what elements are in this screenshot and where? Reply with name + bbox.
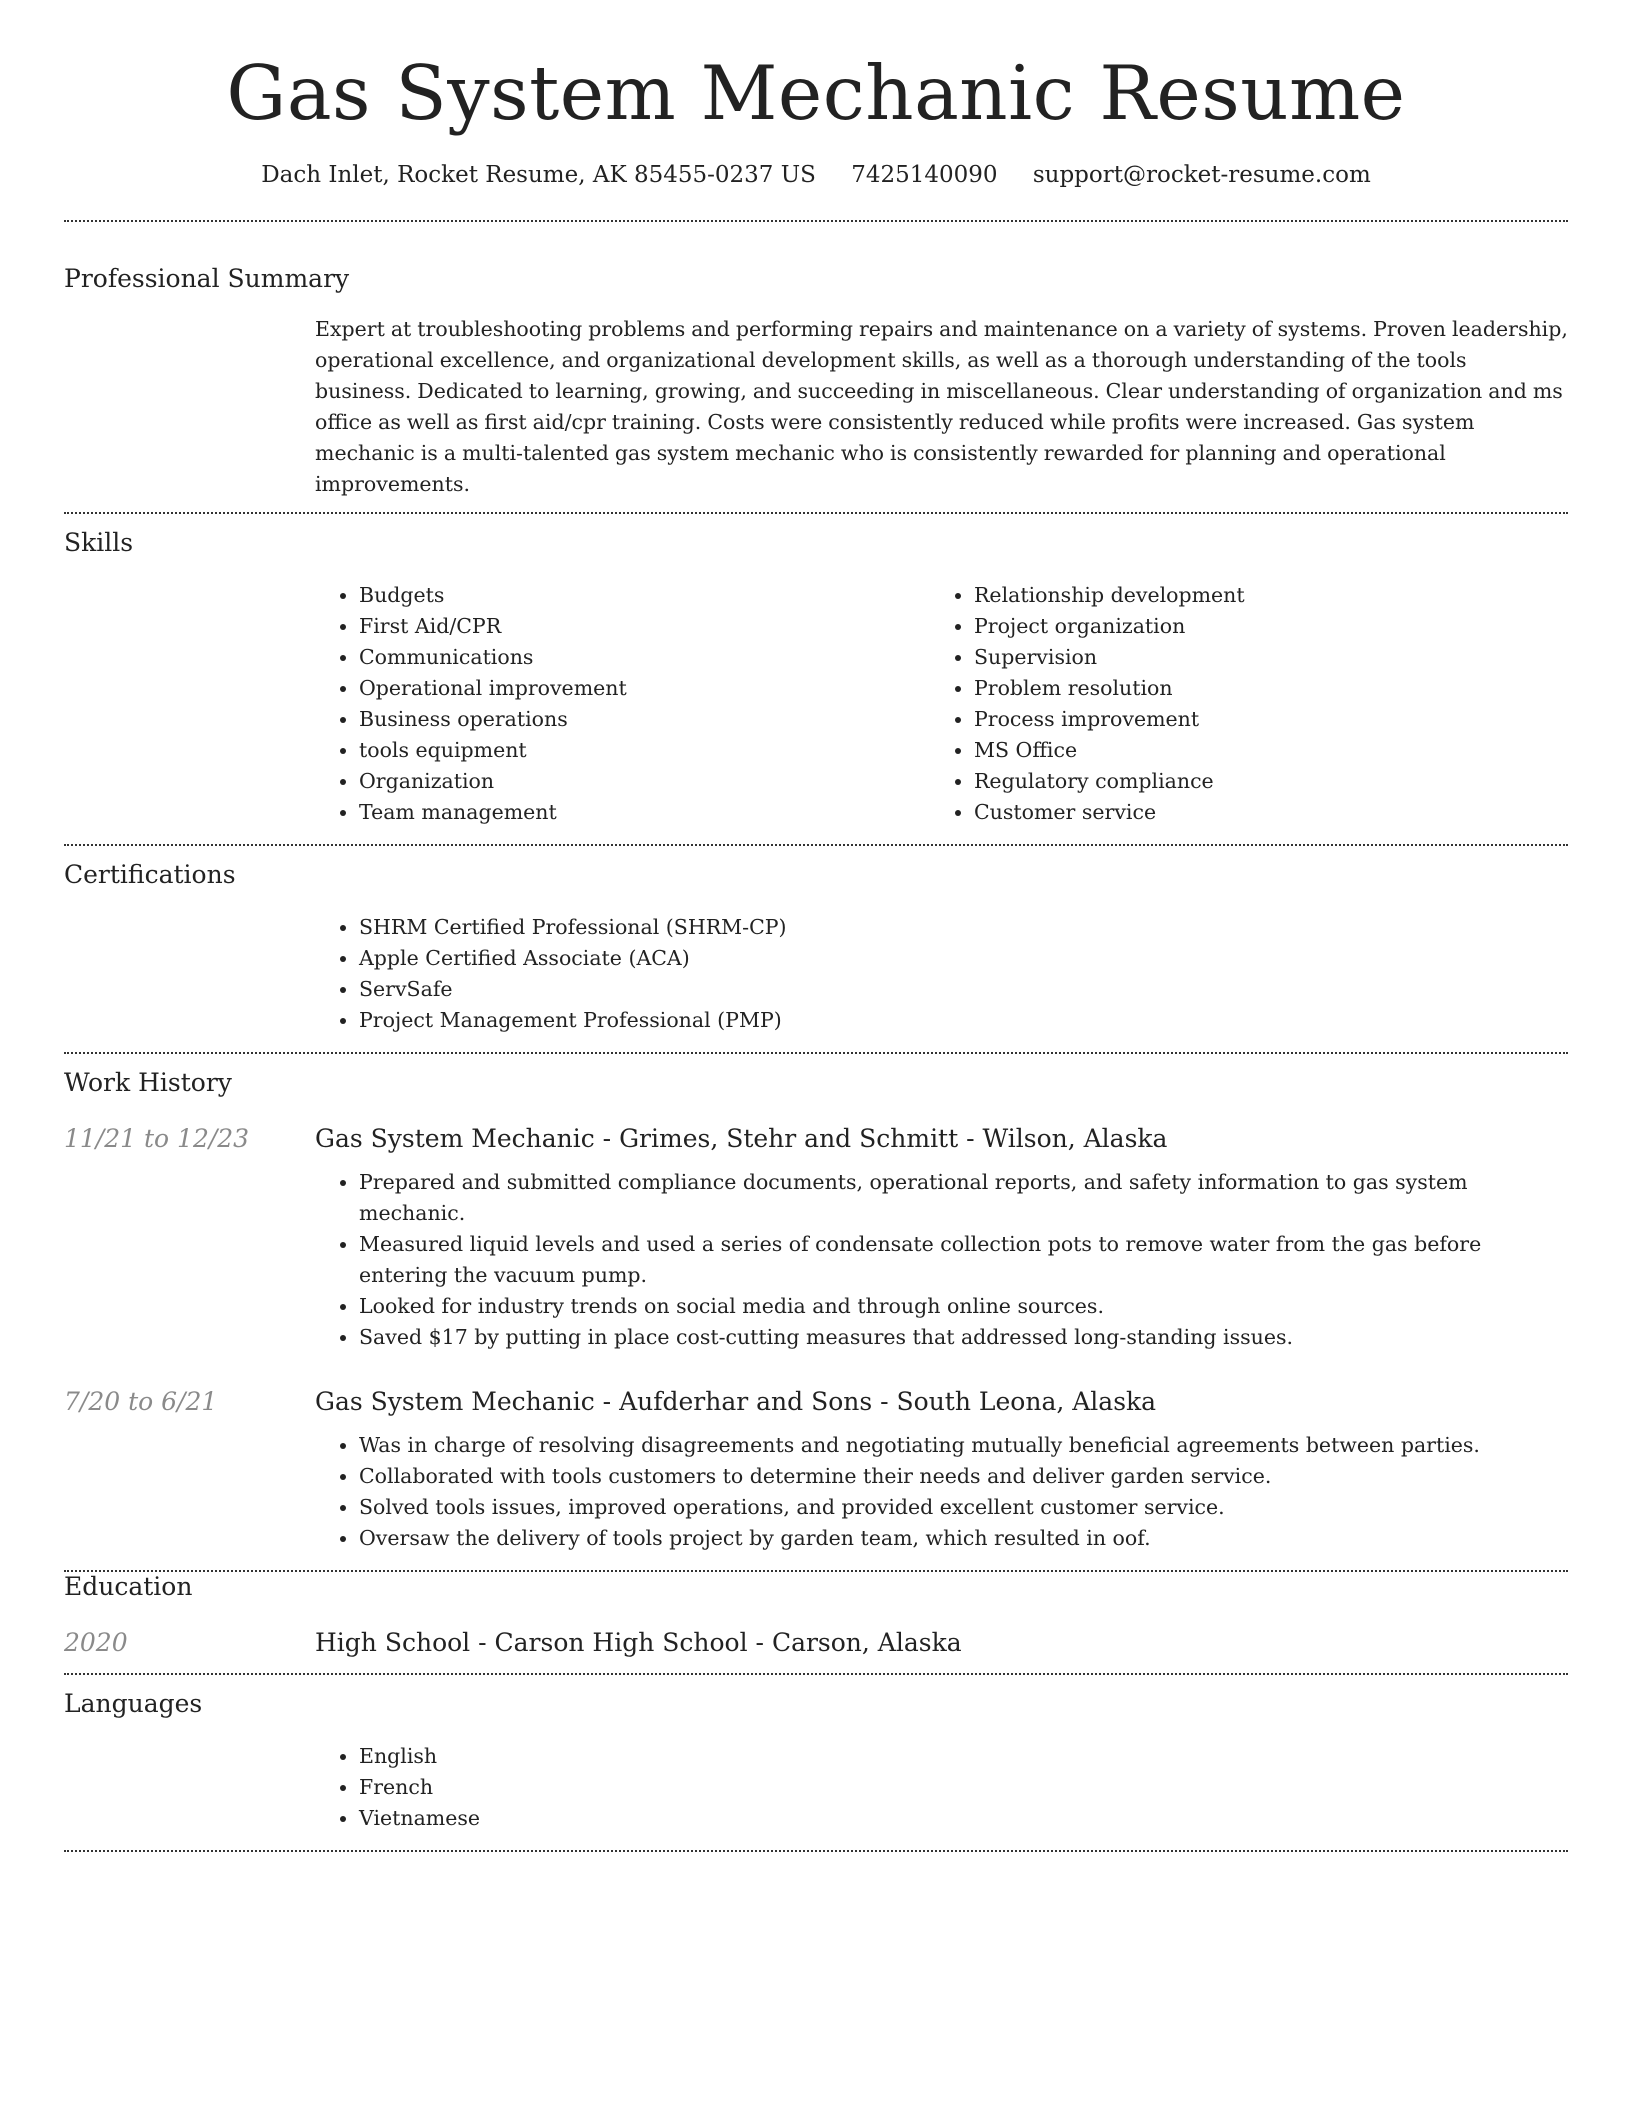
- job-dates: 11/21 to 12/23: [64, 1124, 250, 1154]
- skill-item: • Project organization: [974, 611, 1545, 642]
- skill-item: • Regulatory compliance: [974, 766, 1545, 797]
- job-dates: 7/20 to 6/21: [64, 1387, 218, 1417]
- job-bullet: • Oversaw the delivery of tools project by garden team, which resulted in oof.: [359, 1523, 1568, 1554]
- skills-grid: [315, 558, 1568, 844]
- work-history-section: [64, 1054, 1568, 1570]
- work-history-heading: Work History: [64, 1068, 232, 1098]
- certification-item: • Apple Certified Associate (ACA): [359, 943, 1568, 974]
- languages-body: [315, 1719, 1568, 1850]
- languages-section: [64, 1675, 1568, 1850]
- skill-item: • First Aid/CPR: [359, 611, 930, 642]
- summary-text: Expert at troubleshooting problems and performing repairs and maintenance on a variety of systems. Proven leadership, operational excellence, and organizational development skills, as well as a thorough understanding of the tools business. Dedicated to learning, growing, and succeeding in miscellaneous. Clear understanding of organization and ms office as well as first aid/cpr training. Costs were consistently reduced while profits were increased. Gas system mechanic is a multi-talented gas system mechanic who is consistently rewarded for planning and operational improvements.: [315, 317, 1568, 497]
- job-bullet: • Collaborated with tools customers to determine their needs and deliver garden service.: [359, 1461, 1568, 1492]
- skill-item: • Team management: [359, 797, 930, 828]
- divider: [64, 1850, 1568, 1852]
- language-item: • Vietnamese: [359, 1803, 1568, 1834]
- job-bullets: [315, 1416, 1568, 1554]
- contact-phone: 7425140090: [851, 161, 998, 188]
- skill-item: • Customer service: [974, 797, 1545, 828]
- skills-column-right: [930, 580, 1545, 828]
- skill-item: • Supervision: [974, 642, 1545, 673]
- job-entry: [64, 1387, 1568, 1416]
- education-heading-text: High School - Carson High School - Carson, Alaska: [315, 1628, 962, 1658]
- certification-item: • ServSafe: [359, 974, 1568, 1005]
- skill-item: • Process improvement: [974, 704, 1545, 735]
- language-item: • English: [359, 1741, 1568, 1772]
- languages-heading: Languages: [64, 1689, 203, 1719]
- education-entry: [64, 1628, 1568, 1657]
- summary-section: [64, 222, 1568, 512]
- certification-item: • SHRM Certified Professional (SHRM-CP): [359, 912, 1568, 943]
- contact-email: support@rocket-resume.com: [1032, 161, 1371, 188]
- summary-heading: Professional Summary: [64, 264, 350, 294]
- skill-item: • Problem resolution: [974, 673, 1545, 704]
- certifications-heading: Certifications: [64, 860, 236, 890]
- certification-item: • Project Management Professional (PMP): [359, 1005, 1568, 1036]
- skill-item: • tools equipment: [359, 735, 930, 766]
- skill-item: • Operational improvement: [359, 673, 930, 704]
- contact-address: Dach Inlet, Rocket Resume, AK 85455-0237 US: [261, 161, 816, 188]
- skill-item: • Relationship development: [974, 580, 1545, 611]
- job-bullet: • Was in charge of resolving disagreements and negotiating mutually beneficial agreements between parties.: [359, 1430, 1568, 1461]
- summary-body: [315, 294, 1568, 512]
- certifications-body: [315, 890, 1568, 1052]
- job-bullet: • Prepared and submitted compliance documents, operational reports, and safety information to gas system mechanic.: [359, 1167, 1568, 1229]
- certifications-section: [64, 846, 1568, 1052]
- job-heading: Gas System Mechanic - Aufderhar and Sons - South Leona, Alaska: [315, 1387, 1157, 1417]
- contact-line: [64, 161, 1568, 191]
- job-heading: Gas System Mechanic - Grimes, Stehr and Schmitt - Wilson, Alaska: [315, 1124, 1168, 1154]
- skills-column-left: [315, 580, 930, 828]
- education-year: 2020: [64, 1628, 128, 1658]
- skill-item: • Business operations: [359, 704, 930, 735]
- skill-item: • MS Office: [974, 735, 1545, 766]
- education-section: [64, 1572, 1568, 1673]
- skills-heading: Skills: [64, 528, 134, 558]
- skill-item: • Budgets: [359, 580, 930, 611]
- language-item: • French: [359, 1772, 1568, 1803]
- job-bullet: • Saved $17 by putting in place cost-cutting measures that addressed long-standing issues.: [359, 1322, 1568, 1353]
- education-heading: Education: [64, 1572, 193, 1602]
- job-bullets: [315, 1153, 1568, 1353]
- resume-title: Gas System Mechanic Resume: [226, 49, 1406, 137]
- skill-item: • Communications: [359, 642, 930, 673]
- skill-item: • Organization: [359, 766, 930, 797]
- job-bullet: • Solved tools issues, improved operations, and provided excellent customer service.: [359, 1492, 1568, 1523]
- skills-body: [315, 558, 1568, 844]
- job-bullet: • Looked for industry trends on social media and through online sources.: [359, 1291, 1568, 1322]
- resume-header: [64, 0, 1568, 190]
- skills-section: [64, 514, 1568, 844]
- job-entry: [64, 1124, 1568, 1153]
- job-bullet: • Measured liquid levels and used a series of condensate collection pots to remove water from the gas before entering the vacuum pump.: [359, 1229, 1568, 1291]
